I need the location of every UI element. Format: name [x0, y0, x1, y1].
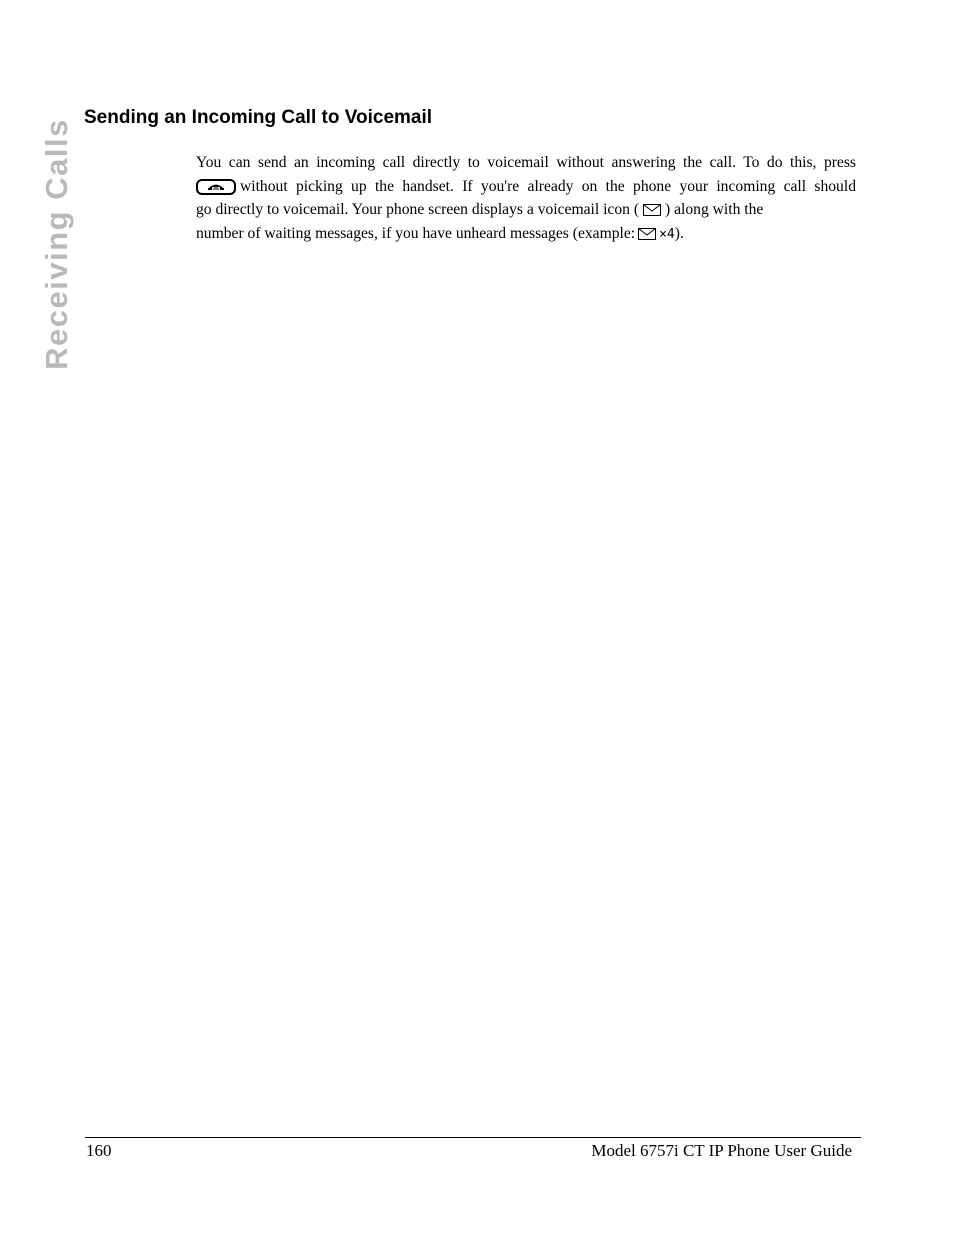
guide-title: Model 6757i CT IP Phone User Guide — [591, 1141, 852, 1160]
paragraph-line-1: You can send an incoming call directly to voicemail without answering the call. To do this, press — [196, 154, 856, 171]
paragraph-line-3-start: go directly to voicemail. Your phone screen displays a voicemail icon ( — [196, 201, 640, 218]
message-count: ×4 — [659, 226, 675, 242]
paragraph-line-4-end: ). — [674, 224, 684, 242]
page-number: 160 — [86, 1141, 112, 1160]
paragraph-line-4-start: number of waiting messages, if you have unheard messages (example: — [196, 224, 636, 242]
paragraph-line-4 — [196, 222, 856, 247]
section-heading: Sending an Incoming Call to Voicemail — [84, 107, 433, 128]
end-call-key-icon — [196, 179, 236, 195]
paragraph-line-3 — [196, 198, 856, 222]
envelope-icon — [643, 204, 661, 216]
side-tab-label: Receiving Calls — [39, 118, 74, 370]
envelope-icon — [638, 228, 656, 240]
section-paragraph — [196, 151, 856, 246]
paragraph-line-3-end: ) along with the — [665, 201, 764, 218]
paragraph-line-2 — [196, 175, 856, 199]
side-tab — [39, 108, 74, 380]
footer-rule — [85, 1137, 861, 1138]
paragraph-line-2-text: without picking up the handset. If you're already on the phone your incoming call should — [240, 177, 856, 195]
